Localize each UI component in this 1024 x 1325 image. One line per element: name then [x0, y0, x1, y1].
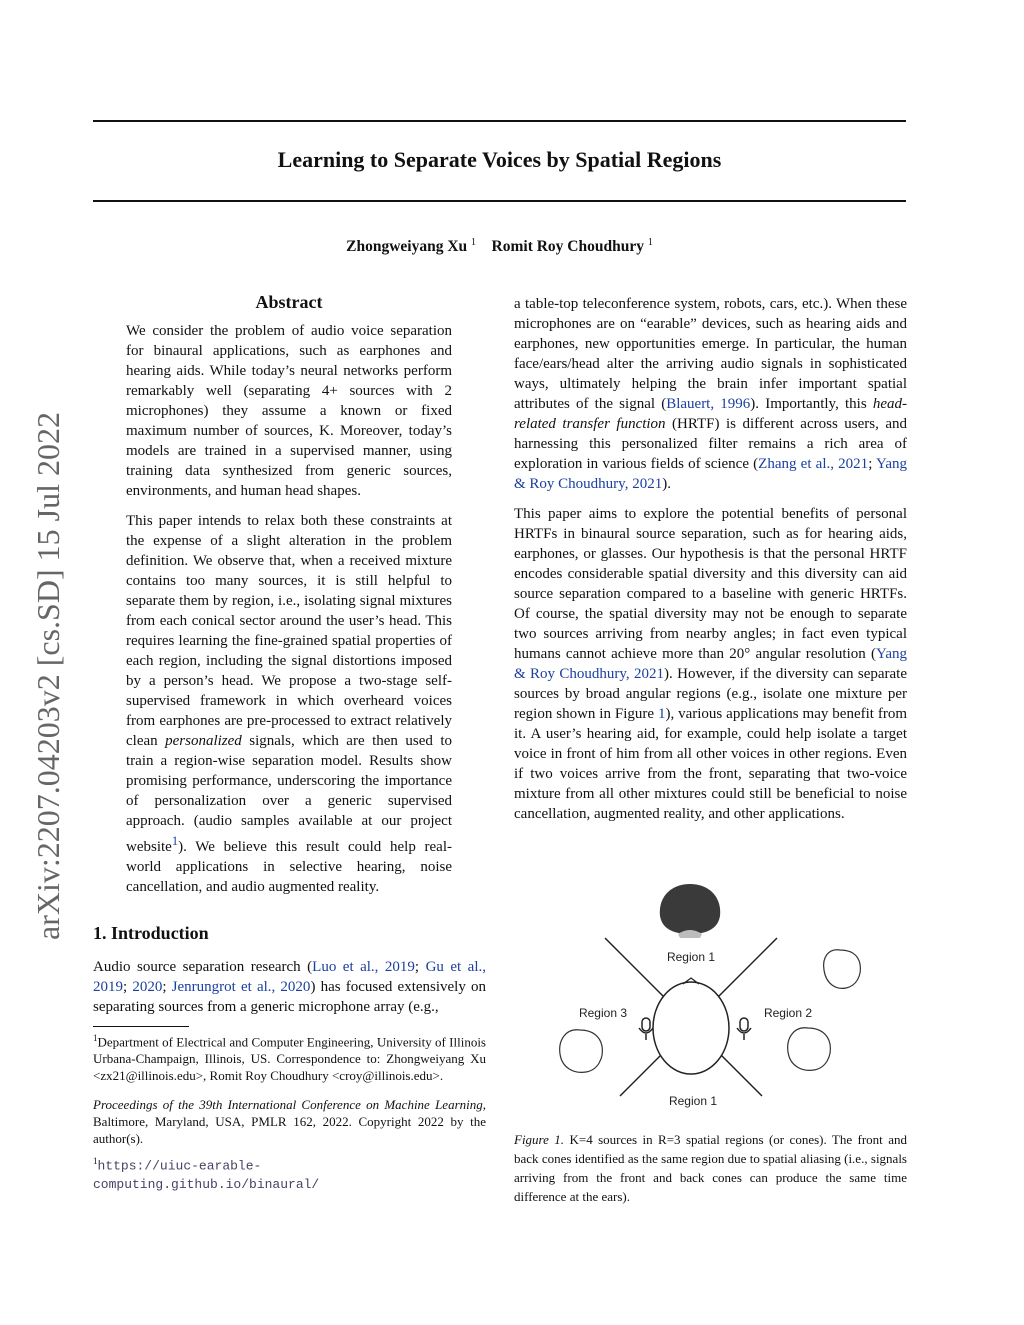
source-head-outline — [788, 1028, 831, 1071]
project-url-link[interactable]: https://uiuc-earable-computing.github.io/binaural/ — [93, 1158, 320, 1192]
figure-diagram — [540, 878, 880, 1128]
microphone-icon — [639, 1018, 653, 1040]
affiliation-mark: 1 — [647, 237, 653, 248]
affiliation-footnote: $^1$Department of Electrical and Computer Engineering, University of Illinois Urbana-Champaign, Illinois, US. Correspondence to: Zhongweiyang Xu <zx21@illinois.edu>, Romit Roy Choudhury <croy@illinois.edu>. — [93, 1033, 486, 1084]
footnotes — [93, 1030, 486, 1205]
title-top-rule — [93, 120, 906, 122]
emphasis: head-related transfer function — [514, 396, 908, 432]
abstract-paragraph: This paper intends to relax both these constraints at the expense of a slight alteration in the problem definition. We observe that, when a received mixture contains too many sources, it is still helpful to separate them by region, i.e., isolating signal mixtures from each conical sector around the user’s head. This requires learning the fine-grained spatial properties of each region, including the signal distortions imposed by a person’s head. We propose a two-stage self-supervised framework in which overheard voices from earphones are pre-processed to extract relatively clean personalized signals, which are then used to train a region-wise separation model. Results show promising performance, underscoring the importance of personalization over a generic supervised approach. (audio samples available at our project website$^1$). We believe this result could help real-world applications in selective hearing, noise cancellation, and audio augmented reality. — [126, 513, 453, 895]
citation-link[interactable]: Yang & Roy Choudhury, 2021 — [514, 456, 907, 492]
section-heading-introduction: 1. Introduction — [93, 923, 209, 943]
caption-label: Figure 1. — [514, 1132, 565, 1147]
region-label: Region 2 — [763, 1006, 813, 1020]
body-paragraph: This paper aims to explore the potential benefits of personal HRTFs in binaural source separation, such as for hearing aids, earphones, or glasses. Our hypothesis is that the personal HRTF encodes considerable spatial diversity and this diversity can aid source separation compared to a baseline with generic HRTFs. Of course, the spatial diversity may not be enough to separate two sources arriving from nearby angles; in fact even typical humans cannot achieve more than 20° angular resolution (Yang & Roy Choudhury, 2021). However, if the diversity can separate sources by broad angular regions (e.g., isolate one mixture per region shown in Figure 1), various applications may benefit from it. A user’s hearing aid, for example, could help isolate a target voice in front of him from all other voices in other regions. Even if two voices arrive from the front, separating that two-voice mixture from all other mixtures could still be beneficial to noise cancellation, augmented reality, and other applications. — [514, 506, 908, 822]
body-paragraph: a table-top teleconference system, robots, cars, etc.). When these microphones are on “earable” devices, such as hearing aids and earphones, new opportunities emerge. In particular, the human face/ears/head alter the arriving audio signals in sophisticated ways, ultimately helping the brain infer important spatial attributes of the signal (Blauert, 1996). Importantly, this head-related transfer function (HRTF) is different across users, and harnessing this personalized filter remains a rich area of exploration in various fields of science (Zhang et al., 2021; Yang & Roy Choudhury, 2021). — [514, 296, 908, 492]
source-head-outline — [824, 950, 861, 989]
abstract-heading: Abstract — [255, 292, 323, 312]
citation-link[interactable]: Blauert, 1996 — [666, 396, 751, 412]
citation-link[interactable]: Yang & Roy Choudhury, 2021 — [514, 646, 907, 682]
right-column-body — [514, 294, 907, 834]
footnote-mark[interactable]: 1 — [171, 834, 179, 848]
affiliation-mark: 1 — [471, 237, 477, 248]
region-label: Region 1 — [666, 950, 716, 964]
citation-link[interactable]: Luo et al., 2019 — [312, 959, 415, 975]
introduction-body — [93, 957, 486, 1027]
abstract-body — [126, 321, 452, 907]
user-head — [653, 978, 729, 1074]
source-head-top — [660, 884, 720, 938]
arxiv-identifier: arXiv:2207.04203v2 [cs.SD] 15 Jul 2022 — [30, 412, 66, 940]
citation-link[interactable]: Jenrungrot et al., 2020 — [171, 979, 311, 995]
figure-caption: Figure 1. K=4 sources in R=3 spatial regions (or cones). The front and back cones identified as the same region due to spatial aliasing (i.e., signals arriving from the front and back cones can produce the same time difference at the ears). — [514, 1132, 907, 1204]
figure-spatial-regions — [540, 878, 880, 1128]
title-bottom-rule — [93, 200, 906, 202]
citation-link[interactable]: 2020 — [132, 979, 163, 995]
author-name: Zhongweiyang Xu — [346, 238, 468, 256]
figure-reference-link[interactable]: 1 — [657, 706, 666, 722]
abstract-paragraph: We consider the problem of audio voice separation for binaural applications, such as earphones and hearing aids. While today’s neural networks perform remarkably well (separating 4+ sources with 2 microphones) they assume a known or fixed maximum number of sources, K. Moreover, today’s models are trained in a supervised manner, using training data synthesized from generic sources, environments, and human head shapes. — [126, 323, 452, 499]
citation-link[interactable]: Zhang et al., 2021 — [758, 456, 869, 472]
footnote-divider — [93, 1026, 189, 1027]
author-name: Romit Roy Choudhury — [491, 238, 644, 256]
emphasis: personalized — [165, 733, 242, 749]
citation-link[interactable]: Gu et al., 2019 — [93, 959, 486, 995]
microphone-icon — [737, 1018, 751, 1040]
cone-boundary-line — [712, 938, 777, 1003]
source-head-outline — [560, 1030, 603, 1073]
region-label: Region 3 — [578, 1006, 628, 1020]
cone-boundary-line — [605, 938, 670, 1003]
author-list — [93, 237, 906, 256]
region-label: Region 1 — [668, 1094, 718, 1108]
url-footnote: $^1$https://uiuc-earable-computing.github.io/binaural/ — [93, 1156, 320, 1192]
proceedings-note: Proceedings of the 39th International Conference on Machine Learning, Baltimore, Maryland, USA, PMLR 162, 2022. Copyright 2022 by the author(s). — [93, 1097, 486, 1147]
body-paragraph: Audio source separation research (Luo et al., 2019; Gu et al., 2019; 2020; Jenrungrot et al., 2020) has focused extensively on separating sources from a generic microphone array (e.g., — [93, 959, 487, 1015]
paper-title: Learning to Separate Voices by Spatial Regions — [277, 147, 722, 172]
